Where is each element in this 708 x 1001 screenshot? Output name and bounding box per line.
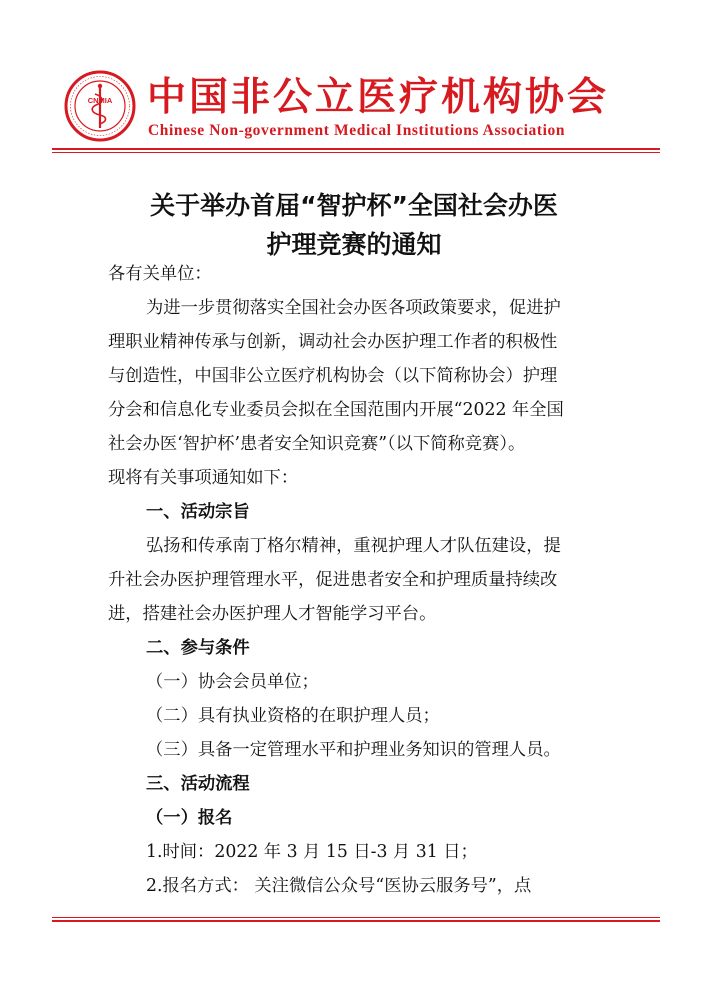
footer-rule-thin [52, 917, 660, 918]
purpose-line: 弘扬和传承南丁格尔精神，重视护理人才队伍建设，提 [146, 536, 561, 556]
intro-line: 现将有关事项通知如下： [108, 468, 299, 488]
header-rule-thin [52, 152, 660, 153]
footer-rule-thick [52, 920, 660, 922]
registration-line: 1.时间：2022 年 3 月 15 日-3 月 31 日； [146, 842, 478, 862]
section-heading-process: 三、活动流程 [146, 774, 250, 794]
eligibility-item: （二）具有执业资格的在职护理人员； [146, 706, 440, 726]
registration-line: 2.报名方式： 关注微信公众号“医协云服务号”，点 [146, 876, 532, 896]
intro-line: 与创造性，中国非公立医疗机构协会（以下简称协会）护理 [108, 366, 558, 386]
eligibility-item: （三）具备一定管理水平和护理业务知识的管理人员。 [146, 740, 561, 760]
section-heading-purpose: 一、活动宗旨 [146, 502, 250, 522]
association-name-en: Chinese Non-government Medical Institutions Association [148, 122, 566, 139]
association-name-cn: 中国非公立医疗机构协会 [147, 75, 610, 120]
document-title-line-2: 护理竞赛的通知 [266, 230, 442, 259]
intro-line: 分会和信息化专业委员会拟在全国范围内开展“2022 年全国 [108, 400, 564, 420]
header-rule-thick [52, 148, 660, 150]
purpose-line: 进，搭建社会办医护理人才智能学习平台。 [108, 604, 437, 624]
intro-line: 为进一步贯彻落实全国社会办医各项政策要求，促进护 [146, 298, 561, 318]
document-title-line-1: 关于举办首届“智护杯”全国社会办医 [150, 191, 558, 220]
salutation: 各有关单位： [108, 264, 212, 284]
association-seal-logo [64, 70, 136, 142]
eligibility-item: （一）协会会员单位； [146, 672, 319, 692]
seal-text: CNMIA [87, 96, 113, 105]
section-heading-eligibility: 二、参与条件 [146, 638, 250, 658]
purpose-line: 升社会办医护理管理水平，促进患者安全和护理质量持续改 [108, 570, 558, 590]
intro-line: 理职业精神传承与创新，调动社会办医护理工作者的积极性 [108, 332, 558, 352]
subheading-registration: （一）报名 [146, 808, 233, 828]
intro-line: 社会办医‘智护杯’患者安全知识竞赛”（以下简称竞赛）。 [108, 434, 526, 454]
